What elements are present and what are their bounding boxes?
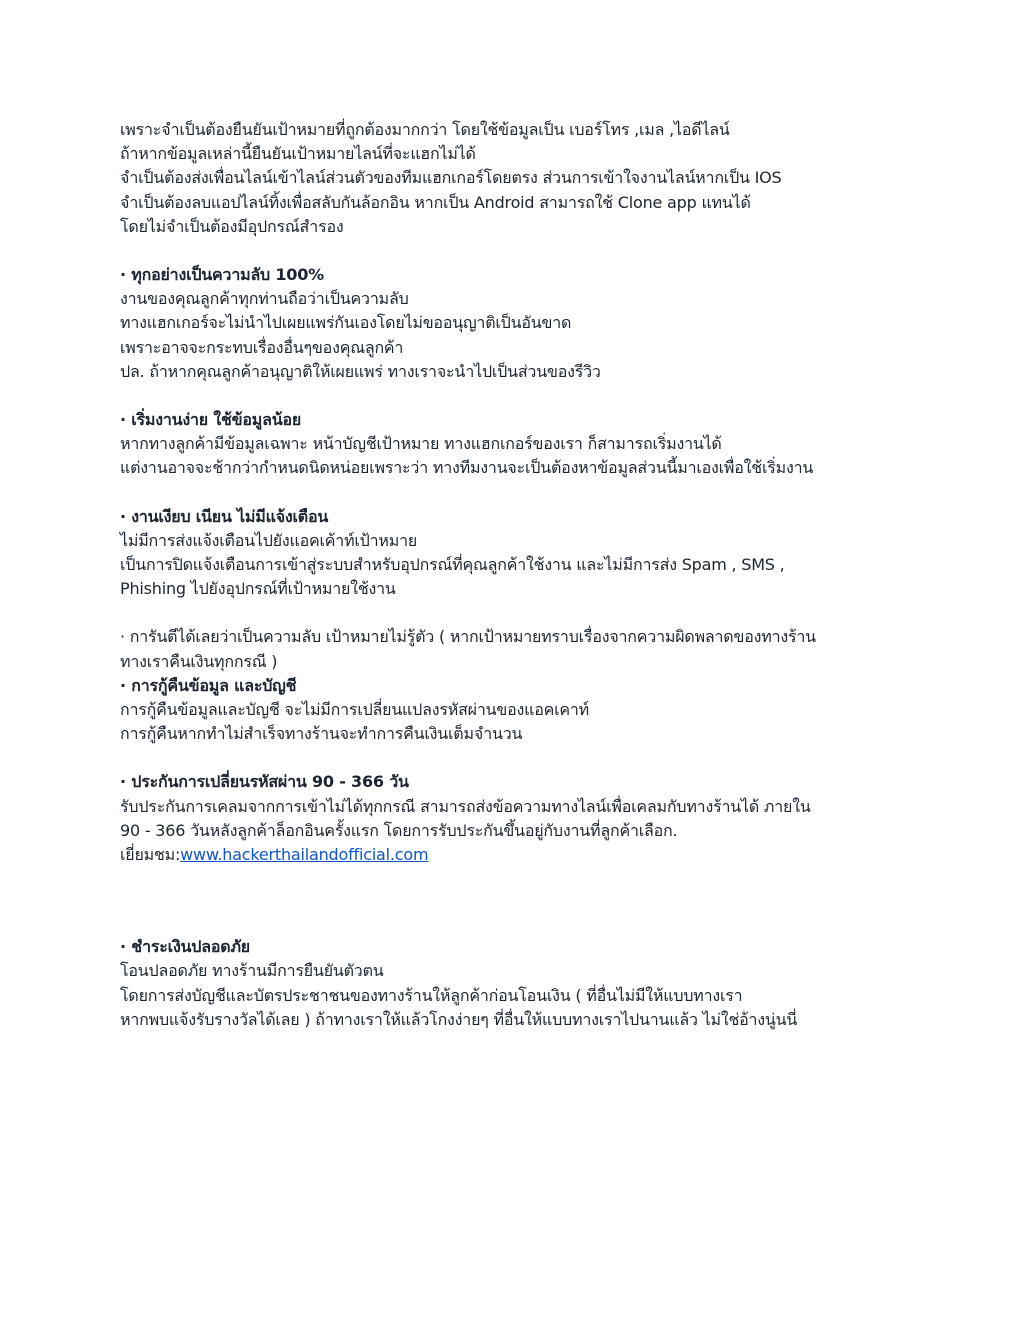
- quiet-section: [120, 505, 920, 602]
- quiet-line: ไม่มีการส่งแจ้งเตือนไปยังแอคเค้าท์เป้าหมาย: [120, 530, 418, 550]
- guarantee-line: ทางเราคืนเงินทุกกรณี ): [120, 651, 278, 671]
- section-heading-insurance: · ประกันการเปลี่ยนรหัสผ่าน 90 - 366 วัน: [120, 772, 409, 792]
- visit-label: เยี่ยมชม:: [120, 845, 181, 865]
- easy-line: หากทางลูกค้ามีข้อมูลเฉพาะ หน้าบัญชีเป้าหมาย ทางแฮกเกอร์ของเรา ก็สามารถเริ่มงานได้: [120, 434, 722, 454]
- intro-line: จำเป็นต้องลบแอปไลน์ทิ้งเพื่อสลับกันล้อกอิน หากเป็น Android สามารถใช้ Clone app แทนได้: [120, 192, 751, 212]
- section-heading-secret: · ทุกอย่างเป็นความลับ 100%: [120, 265, 325, 285]
- spacer: [120, 746, 920, 770]
- recovery-line: การกู้คืนหากทำไม่สำเร็จทางร้านจะทำการคืนเงินเต็มจำนวน: [120, 724, 523, 744]
- intro-section: [120, 118, 920, 239]
- secret-line: ทางแฮกเกอร์จะไม่นำไปเผยแพร่กันเองโดยไม่ขออนุญาติเป็นอันขาด: [120, 313, 572, 333]
- payment-section: [120, 935, 920, 1032]
- guarantee-section: [120, 625, 920, 673]
- intro-line: จำเป็นต้องส่งเพื่อนไลน์เข้าไลน์ส่วนตัวของทีมแฮกเกอร์โดยตรง ส่วนการเข้าใจงานไลน์หากเป็น IOS: [120, 168, 782, 188]
- intro-line: ถ้าหากข้อมูลเหล่านี้ยืนยันเป้าหมายไลน์ที่จะแฮกไม่ได้: [120, 144, 476, 164]
- section-heading-payment: · ชำระเงินปลอดภัย: [120, 937, 250, 957]
- intro-line: โดยไม่จำเป็นต้องมีอุปกรณ์สำรอง: [120, 216, 344, 236]
- easy-section: [120, 408, 920, 481]
- insurance-section: [120, 770, 920, 867]
- secret-line: ปล. ถ้าหากคุณลูกค้าอนุญาติให้เผยแพร่ ทางเราจะนำไปเป็นส่วนของรีวิว: [120, 361, 601, 381]
- section-heading-quiet: · งานเงียบ เนียน ไม่มีแจ้งเตือน: [120, 506, 329, 526]
- quiet-line: เป็นการปิดแจ้งเตือนการเข้าสู่ระบบสำหรับอุปกรณ์ที่คุณลูกค้าใช้งาน และไม่มีการส่ง Spam , SMS ,: [120, 555, 785, 575]
- secret-line: เพราะอาจจะกระทบเรื่องอื่นๆของคุณลูกค้า: [120, 337, 404, 357]
- spacer: [120, 481, 920, 505]
- payment-line: โดยการส่งบัญชีและบัตรประชาชนของทางร้านให้ลูกค้าก่อนโอนเงิน ( ที่อื่นไม่มีให้แบบทางเรา: [120, 985, 743, 1005]
- section-heading-recovery: · การกู้คืนข้อมูล และบัญชี: [120, 675, 297, 695]
- payment-line: โอนปลอดภัย ทางร้านมีการยืนยันตัวตน: [120, 961, 384, 981]
- spacer: [120, 239, 920, 263]
- insurance-line: รับประกันการเคลมจากการเข้าไม่ได้ทุกกรณี สามารถส่งข้อความทางไลน์เพื่อเคลมกับทางร้านได้ ภายใน: [120, 796, 811, 816]
- document-page: [120, 118, 920, 1032]
- secret-line: งานของคุณลูกค้าทุกท่านถือว่าเป็นความลับ: [120, 289, 409, 309]
- visit-line: [120, 843, 920, 867]
- website-link[interactable]: www.hackerthailandofficial.com: [180, 845, 429, 865]
- guarantee-line: · การันตีได้เลยว่าเป็นความลับ เป้าหมายไม่รู้ตัว ( หากเป้าหมายทราบเรื่องจากความผิดพลาดของทางร้าน: [120, 627, 816, 647]
- spacer: [120, 601, 920, 625]
- insurance-line: 90 - 366 วันหลังลูกค้าล็อกอินครั้งแรก โดยการรับประกันขึ้นอยู่กับงานที่ลูกค้าเลือก.: [120, 820, 678, 840]
- section-heading-easy: · เริ่มงานง่าย ใช้ข้อมูลน้อย: [120, 410, 302, 430]
- recovery-section: [120, 674, 920, 747]
- quiet-line: Phishing ไปยังอุปกรณ์ที่เป้าหมายใช้งาน: [120, 579, 396, 599]
- recovery-line: การกู้คืนข้อมูลและบัญชี จะไม่มีการเปลี่ยนแปลงรหัสผ่านของแอคเคาท์: [120, 700, 590, 720]
- spacer: [120, 867, 920, 935]
- secret-section: [120, 263, 920, 384]
- intro-line: เพราะจำเป็นต้องยืนยันเป้าหมายที่ถูกต้องมากกว่า โดยใช้ข้อมูลเป็น เบอร์โทร ,เมล ,ไอดีไลน์: [120, 120, 730, 139]
- easy-line: แต่งานอาจจะช้ากว่ากำหนดนิดหน่อยเพราะว่า ทางทีมงานจะเป็นต้องหาข้อมูลส่วนนี้มาเองเพื่อใช้เริ่มงาน: [120, 458, 814, 478]
- spacer: [120, 384, 920, 408]
- payment-line: หากพบแจ้งรับรางวัลได้เลย ) ถ้าทางเราให้แล้วโกงง่ายๆ ที่อื่นให้แบบทางเราไปนานแล้ว ไม่ใช่อ้างนู่นนี่: [120, 1009, 798, 1029]
